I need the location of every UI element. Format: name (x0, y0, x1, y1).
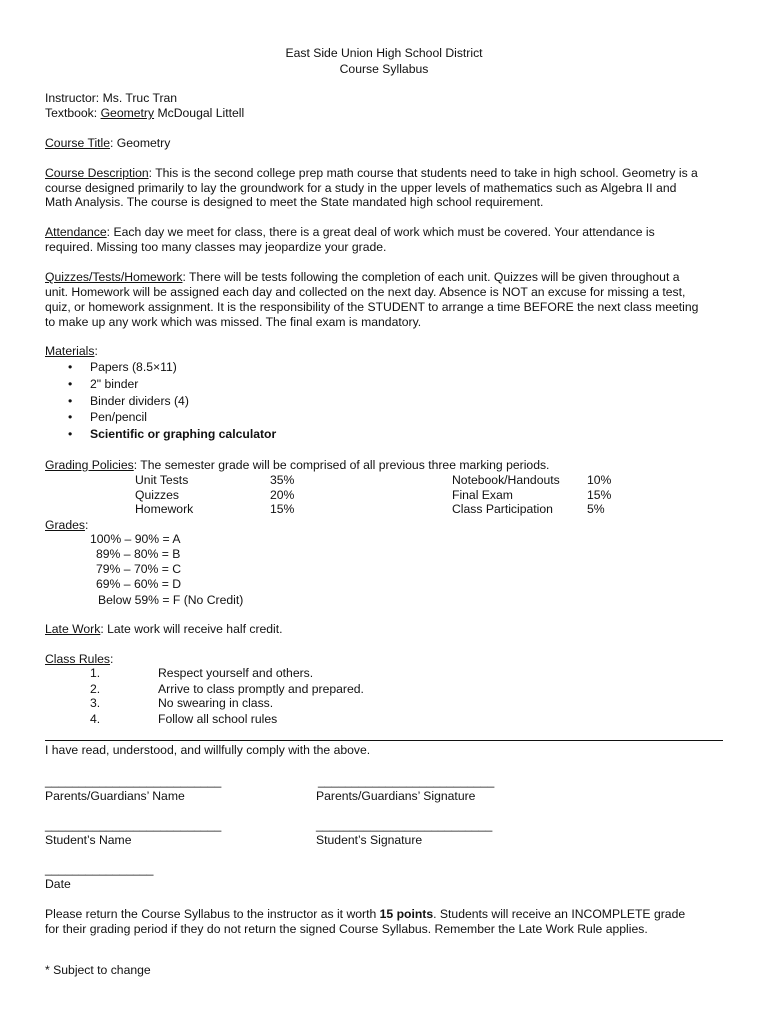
course-title-label: Course Title (45, 136, 111, 150)
parent-signature-label: Parents/Guardians’ Signature (316, 789, 476, 803)
materials-bullet: • (68, 377, 73, 391)
grade-scale-row: 79% – 70% = C (96, 562, 182, 576)
grade-scale-row: 69% – 60% = D (96, 577, 182, 591)
course-description-line-1: Course Description: This is the second college prep math course that students need to take in high school. Geometry is a (45, 166, 698, 180)
materials-bullet: • (68, 410, 73, 424)
return-note-line-1: Please return the Course Syllabus to the instructor as it worth 15 points. Students will receive an INCOMPLETE grade (45, 907, 686, 921)
grading-weight: 15% (270, 502, 295, 516)
divider (45, 740, 723, 741)
materials-bullet: • (68, 360, 73, 374)
grading-category: Homework (135, 502, 194, 516)
textbook-label: Textbook: (45, 106, 98, 120)
grading-weight: 20% (270, 488, 295, 502)
rule-text: Follow all school rules (158, 712, 278, 726)
return-note-line-2: for their grading period if they do not return the signed Course Syllabus. Remember the Late Work Rule applies. (45, 922, 648, 936)
materials-bullet: • (68, 427, 73, 441)
grades-heading: Grades: (45, 518, 89, 532)
materials-item-calculator: Scientific or graphing calculator (90, 427, 277, 441)
student-signature-line[interactable]: __________________________ (316, 818, 493, 832)
grading-category: Unit Tests (135, 473, 189, 487)
grading-category: Notebook/Handouts (452, 473, 560, 487)
grading-category: Class Participation (452, 502, 553, 516)
late-work-label: Late Work (45, 622, 101, 636)
materials-heading: Materials: (45, 344, 98, 358)
grading-policies-label: Grading Policies (45, 458, 134, 472)
materials-item: Binder dividers (4) (90, 394, 189, 408)
rule-text: Respect yourself and others. (158, 666, 314, 680)
attendance-label: Attendance (45, 225, 107, 239)
grading-category: Quizzes (135, 488, 180, 502)
student-name-label: Student’s Name (45, 833, 132, 847)
materials-item: 2" binder (90, 377, 139, 391)
rule-number: 2. (90, 682, 101, 696)
late-work-line: Late Work: Late work will receive half credit. (45, 622, 283, 636)
materials-item: Pen/pencil (90, 410, 147, 424)
grading-policies-line: Grading Policies: The semester grade will be comprised of all previous three marking periods. (45, 458, 550, 472)
agreement-statement: I have read, understood, and willfully comply with the above. (45, 743, 371, 757)
rule-number: 4. (90, 712, 101, 726)
parent-name-label: Parents/Guardians’ Name (45, 789, 185, 803)
rule-number: 3. (90, 696, 101, 710)
class-rules-heading: Class Rules: (45, 652, 114, 666)
materials-bullet: • (68, 394, 73, 408)
textbook-title: Geometry (100, 106, 155, 120)
instructor-label: Instructor: (45, 91, 100, 105)
points-value: 15 points (379, 907, 434, 921)
date-label: Date (45, 877, 71, 891)
instructor-line (45, 91, 177, 106)
course-description-line-3: Math Analysis. The course is designed to meet the State mandated high school requirement. (45, 195, 544, 209)
date-line[interactable]: ________________ (45, 862, 154, 876)
document-title: Course Syllabus (339, 62, 429, 76)
parent-name-line[interactable]: __________________________ (45, 774, 222, 788)
rule-text: Arrive to class promptly and prepared. (158, 682, 364, 696)
grading-weight: 5% (587, 502, 605, 516)
rule-text: No swearing in class. (158, 696, 274, 710)
student-signature-label: Student’s Signature (316, 833, 423, 847)
district-name: East Side Union High School District (285, 46, 483, 60)
class-rules-label: Class Rules (45, 652, 111, 666)
quizzes-line-2: unit. Homework will be assigned each day and collected on the next day. Absence is NOT an excuse for missing a test, (45, 285, 686, 299)
course-title-line (45, 136, 170, 151)
grades-label: Grades (45, 518, 85, 532)
quizzes-label: Quizzes/Tests/Homework (45, 270, 183, 284)
student-name-line[interactable]: __________________________ (45, 818, 222, 832)
course-description-line-2: course designed primarily to lay the groundwork for a study in the upper levels of mathematics such as Algebra II and (45, 181, 677, 195)
rule-number: 1. (90, 666, 101, 680)
attendance-line-2: required. Missing too many classes may jeopardize your grade. (45, 240, 387, 254)
attendance-line-1: Attendance: Each day we meet for class, there is a great deal of work which must be covered. Your attendance is (45, 225, 655, 239)
textbook-publisher: McDougal Littell (157, 106, 245, 120)
grade-scale-row: 100% – 90% = A (90, 532, 181, 546)
grade-scale-row: Below 59% = F (No Credit) (98, 593, 244, 607)
materials-label: Materials (45, 344, 95, 358)
grading-weight: 10% (587, 473, 612, 487)
footnote: * Subject to change (45, 963, 151, 977)
grading-category: Final Exam (452, 488, 513, 502)
textbook-line (45, 106, 244, 121)
quizzes-line-3: quiz, or homework assignment. It is the responsibility of the STUDENT to arrange a time BEFORE the next class meeting (45, 300, 699, 314)
grading-weight: 35% (270, 473, 295, 487)
instructor-name: Ms. Truc Tran (102, 91, 178, 105)
quizzes-line-1: Quizzes/Tests/Homework: There will be tests following the completion of each unit. Quizzes will be given throughout a (45, 270, 680, 284)
course-title-value: : Geometry (110, 136, 171, 150)
parent-signature-line[interactable]: __________________________ (318, 774, 495, 788)
materials-item: Papers (8.5×11) (90, 360, 177, 374)
grading-weight: 15% (587, 488, 612, 502)
quizzes-line-4: to make up any work which was missed. The final exam is mandatory. (45, 315, 422, 329)
course-description-label: Course Description (45, 166, 149, 180)
grade-scale-row: 89% – 80% = B (96, 547, 181, 561)
